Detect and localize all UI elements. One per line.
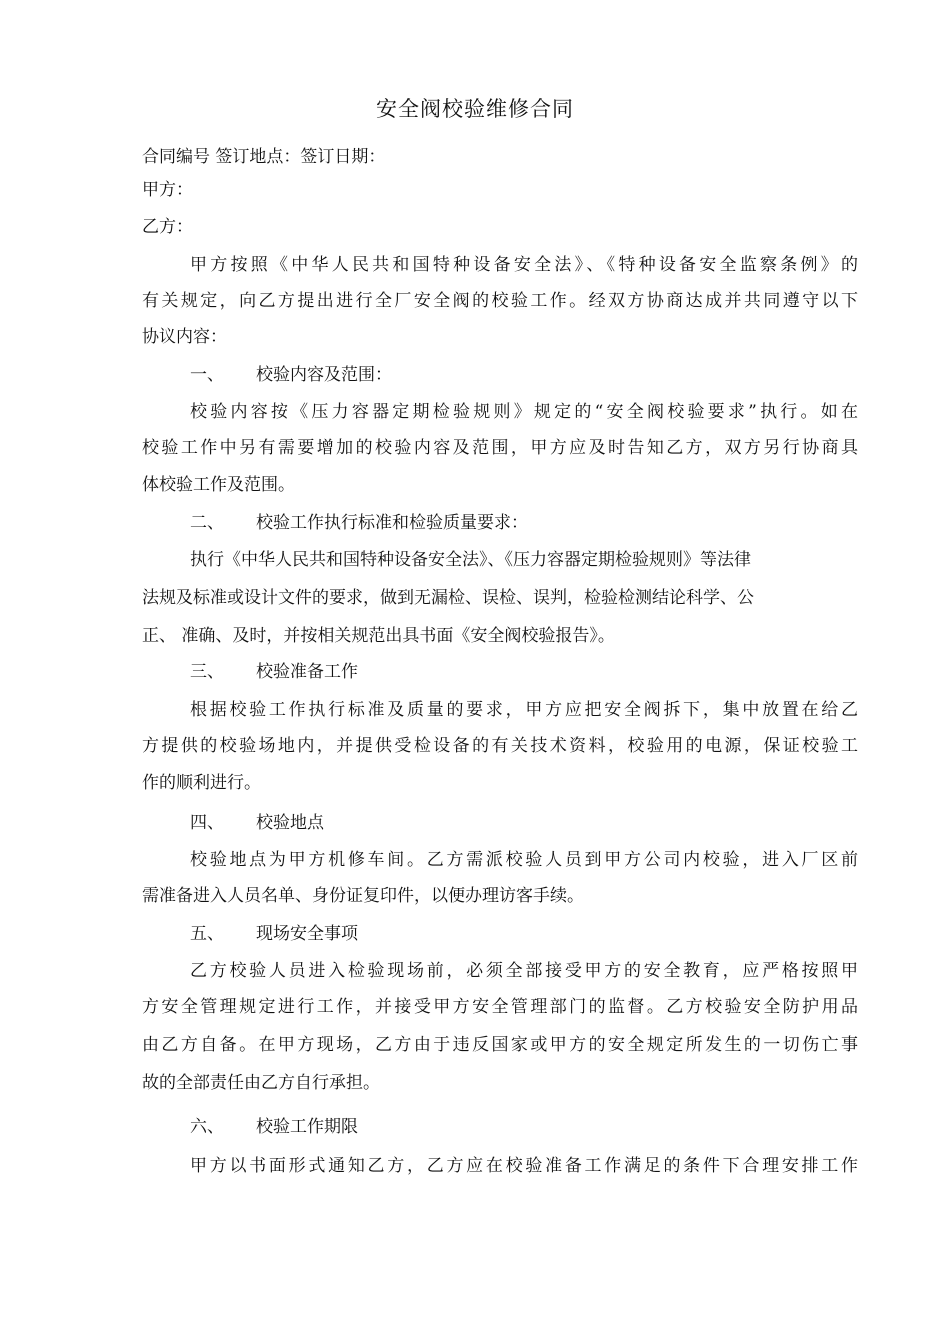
party-a-label: 甲方： (142, 180, 193, 200)
section-heading-text: 校验地点 (256, 813, 324, 833)
section-heading-6 (190, 1115, 858, 1139)
section-heading-3 (190, 660, 858, 684)
section-line: 校验地点为甲方机修车间。乙方需派校验人员到甲方公司内校验，进入厂区前 (190, 850, 858, 870)
party-b-label: 乙方： (142, 217, 193, 237)
section-line: 执行《中华人民共和国特种设备安全法》、《压力容器定期检验规则》等法律 (190, 550, 751, 570)
page-title: 安全阀校验维修合同 (376, 97, 574, 121)
section-heading-text: 校验内容及范围： (256, 365, 392, 385)
section-number: 二、 (190, 513, 224, 533)
section-line: 方安全管理规定进行工作，并接受甲方安全管理部门的监督。乙方校验安全防护用品 (142, 997, 858, 1017)
section-line: 校验工作中另有需要增加的校验内容及范围，甲方应及时告知乙方，双方另行协商具 (142, 438, 858, 458)
section-number: 六、 (190, 1117, 224, 1137)
intro-line: 协议内容： (142, 327, 227, 347)
intro-line: 有关规定，向乙方提出进行全厂安全阀的校验工作。经双方协商达成并共同遵守以下 (142, 291, 858, 311)
section-line: 根据校验工作执行标准及质量的要求，甲方应把安全阀拆下，集中放置在给乙 (190, 700, 858, 720)
section-line: 体校验工作及范围。 (142, 475, 295, 495)
intro-line: 甲方按照《中华人民共和国特种设备安全法》、《特种设备安全监察条例》的 (190, 255, 858, 275)
section-line: 由乙方自备。在甲方现场，乙方由于违反国家或甲方的安全规定所发生的一切伤亡事 (142, 1035, 858, 1055)
section-heading-1 (190, 363, 858, 387)
section-number: 三、 (190, 662, 224, 682)
section-number: 四、 (190, 813, 224, 833)
section-heading-2 (190, 511, 858, 535)
contract-info-line: 合同编号 签订地点：签订日期： (142, 147, 386, 167)
section-line: 正、 准确、及时，并按相关规范出具书面《安全阀校验报告》。 (142, 626, 615, 646)
section-line: 乙方校验人员进入检验现场前，必须全部接受甲方的安全教育，应严格按照甲 (190, 961, 858, 981)
section-number: 五、 (190, 924, 224, 944)
section-line: 方提供的校验场地内，并提供受检设备的有关技术资料，校验用的电源，保证校验工 (142, 736, 858, 756)
section-number: 一、 (190, 365, 224, 385)
section-line: 甲方以书面形式通知乙方，乙方应在校验准备工作满足的条件下合理安排工作 (190, 1156, 858, 1176)
section-heading-4 (190, 811, 858, 835)
section-heading-text: 校验准备工作 (256, 662, 358, 682)
section-heading-text: 校验工作期限 (256, 1117, 358, 1137)
section-line: 作的顺利进行。 (142, 773, 261, 793)
section-line: 校验内容按《压力容器定期检验规则》规定的“安全阀校验要求”执行。如在 (190, 402, 858, 422)
section-heading-text: 现场安全事项 (256, 924, 358, 944)
section-heading-5 (190, 922, 858, 946)
section-line: 故的全部责任由乙方自行承担。 (142, 1073, 380, 1093)
section-line: 需准备进入人员名单、身份证复印件，以便办理访客手续。 (142, 886, 584, 906)
section-heading-text: 校验工作执行标准和检验质量要求： (256, 513, 528, 533)
section-line: 法规及标准或设计文件的要求，做到无漏检、误检、误判，检验检测结论科学、公 (142, 588, 754, 608)
